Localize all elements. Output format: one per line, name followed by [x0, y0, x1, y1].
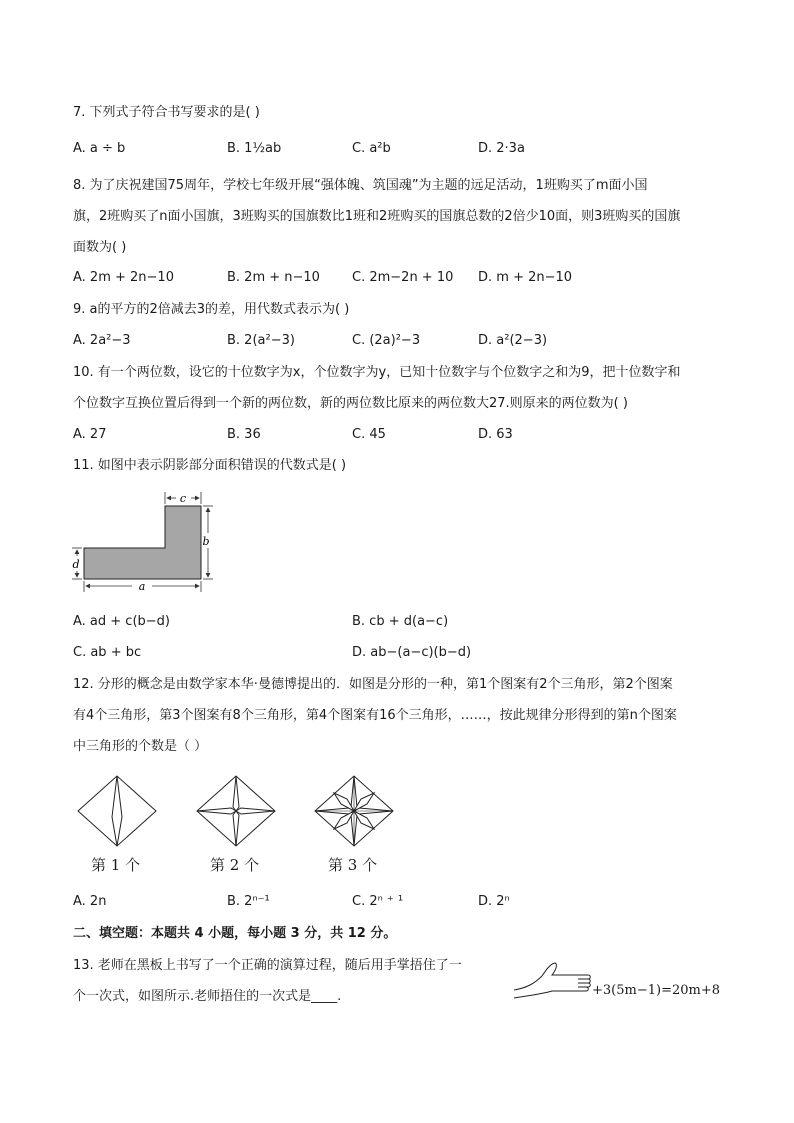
q11-stem: 11. 如图中表示阴影部分面积错误的代数式是( )	[73, 458, 347, 473]
q12-line-2: 有4个三角形，第3个图案有8个三角形，第4个图案有16个三角形，……，按此规律分形得到的第n个图案	[73, 708, 677, 723]
q12-option-d: D. 2ⁿ	[478, 894, 510, 909]
q8-option-a: A. 2m + 2n−10	[73, 270, 174, 285]
q12-option-a: A. 2n	[73, 894, 107, 909]
section-2-heading: 二、填空题：本题共 4 小题，每小题 3 分，共 12 分。	[73, 926, 397, 941]
q8-line-1: 8. 为了庆祝建国75周年，学校七年级开展“强体魄、筑国魂”为主题的远足活动，1班购买了m面小国	[73, 178, 648, 193]
q10-option-b: B. 36	[227, 427, 261, 442]
q8-option-b: B. 2m + n−10	[227, 270, 320, 285]
q11-label-c: c	[179, 492, 187, 505]
q12-fractal-figure-2	[193, 773, 279, 849]
q9-option-c: C. (2a)²−3	[352, 333, 421, 348]
q7-option-b: B. 1½ab	[227, 141, 282, 156]
q7-option-c: C. a²b	[352, 141, 391, 156]
q9-stem: 9. a的平方的2倍减去3的差，用代数式表示为( )	[73, 302, 350, 317]
q10-line-2: 个位数字互换位置后得到一个新的两位数，新的两位数比原来的两位数大27.则原来的两位数为( )	[73, 396, 628, 411]
q9-option-d: D. a²(2−3)	[478, 333, 548, 348]
q12-option-b: B. 2ⁿ⁻¹	[227, 894, 270, 909]
q10-option-a: A. 27	[73, 427, 107, 442]
q11-option-c: C. ab + bc	[73, 645, 142, 660]
q11-label-a: a	[138, 580, 146, 593]
q8-line-3: 面数为( )	[73, 240, 127, 255]
q10-option-d: D. 63	[478, 427, 513, 442]
q12-fractal-figure-1	[74, 773, 160, 849]
q11-option-b: B. cb + d(a−c)	[352, 614, 449, 629]
q11-option-a: A. ad + c(b−d)	[73, 614, 170, 629]
q13-equation: +3(5m−1)=20m+8	[592, 983, 720, 998]
q13-line-1: 13. 老师在黑板上书写了一个正确的演算过程，随后用手掌捂住了一	[73, 958, 462, 973]
q13-line-2: 个一次式，如图所示.老师捂住的一次式是____.	[73, 989, 342, 1004]
q7-option-d: D. 2·3a	[478, 141, 525, 156]
q12-caption-1: 第 1 个	[91, 856, 141, 874]
q9-option-a: A. 2a²−3	[73, 333, 131, 348]
q12-caption-2: 第 2 个	[210, 856, 260, 874]
q11-option-d: D. ab−(a−c)(b−d)	[352, 645, 472, 660]
q12-line-3: 中三角形的个数是（ ）	[73, 739, 208, 754]
q11-label-b: b	[202, 535, 210, 548]
q9-option-b: B. 2(a²−3)	[227, 333, 295, 348]
q13-hand-figure	[512, 960, 592, 1002]
q10-option-c: C. 45	[352, 427, 386, 442]
q7-stem: 7. 下列式子符合书写要求的是( )	[73, 105, 260, 120]
q10-line-1: 10. 有一个两位数，设它的十位数字为x，个位数字为y，已知十位数字与个位数字之和为9，把十位数字和	[73, 365, 681, 380]
q12-caption-3: 第 3 个	[328, 856, 378, 874]
q11-shaded-l-shape-figure	[68, 488, 218, 596]
q12-option-c: C. 2ⁿ ⁺ ¹	[352, 894, 404, 909]
q7-option-a: A. a ÷ b	[73, 141, 126, 156]
q11-label-d: d	[72, 558, 80, 571]
q8-option-c: C. 2m−2n + 10	[352, 270, 454, 285]
q8-line-2: 旗，2班购买了n面小国旗，3班购买的国旗数比1班和2班购买的国旗总数的2倍少10面，则3班购买的国旗	[73, 209, 681, 224]
q8-option-d: D. m + 2n−10	[478, 270, 573, 285]
q12-line-1: 12. 分形的概念是由数学家本华·曼德博提出的．如图是分形的一种，第1个图案有2个三角形，第2个图案	[73, 677, 673, 692]
q12-fractal-figure-3	[311, 773, 397, 849]
